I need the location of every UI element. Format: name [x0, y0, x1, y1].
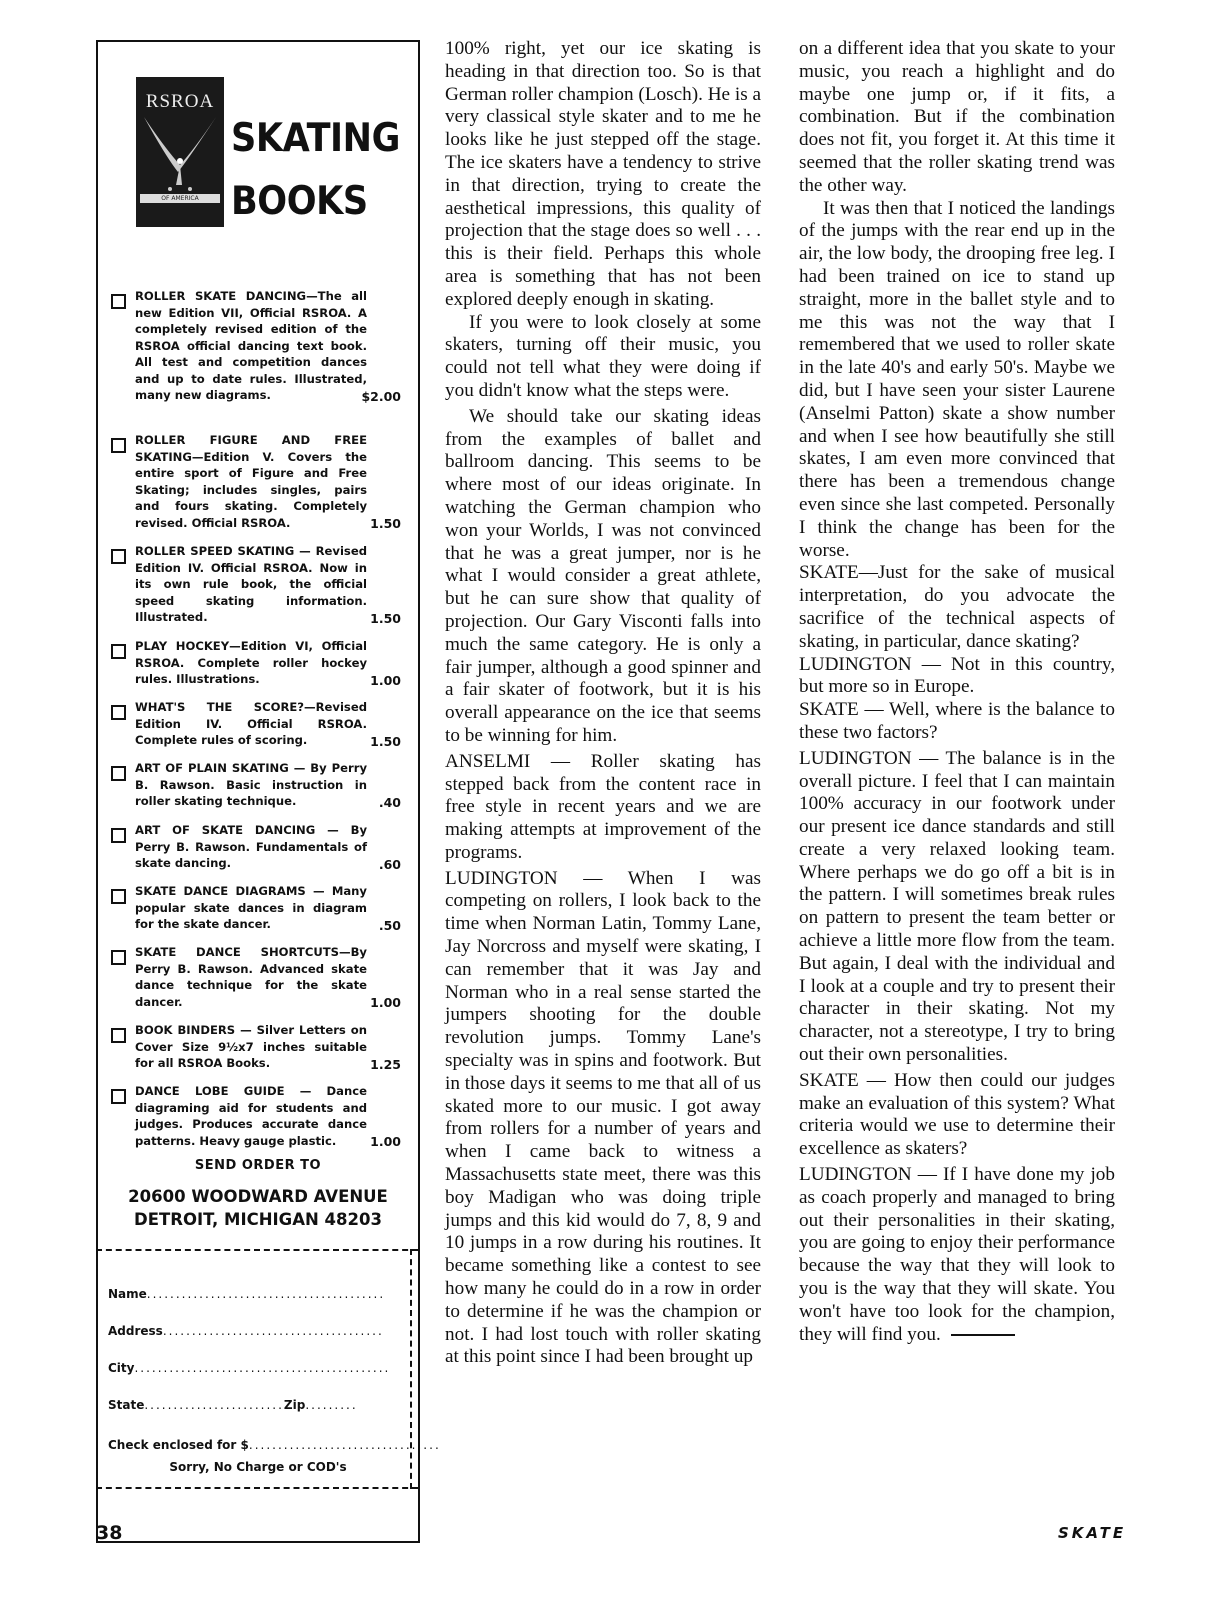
skating-books-advertisement	[96, 40, 441, 1543]
name-field[interactable]: Name.........................................	[108, 1287, 386, 1301]
book-description: WHAT'S THE SCORE?—Revised Edition IV. Official RSROA. Complete rules of scoring.	[135, 700, 367, 747]
book-description: ROLLER SPEED SKATING — Revised Edition IV. Official RSROA. Now in its own rule book, the official speed skating information. Illustrated.	[135, 544, 367, 624]
book-item[interactable]	[111, 883, 401, 933]
book-price: 1.00	[370, 1134, 401, 1149]
city-label: City	[108, 1361, 135, 1375]
final-paragraph-text: LUDINGTON — If I have done my job as coach properly and managed to bring out their personalities in their skating, you are going to enjoy their performance because the way that they will look to you is the way that they will skate. You won't have too look for the champion, they will find you.	[799, 1164, 1115, 1345]
article-paragraph-final	[799, 1164, 1115, 1346]
book-description: ART OF SKATE DANCING — By Perry B. Rawson. Fundamentals of skate dancing.	[135, 823, 367, 870]
coupon-top-border	[96, 1249, 418, 1251]
book-price: $2.00	[361, 388, 401, 404]
book-price: 1.00	[370, 995, 401, 1010]
order-checkbox[interactable]	[111, 549, 126, 564]
order-checkbox[interactable]	[111, 438, 126, 453]
article-paragraph: LUDINGTON — Not in this country, but more so in Europe.	[799, 653, 1115, 698]
no-cod-notice: Sorry, No Charge or COD's	[169, 1460, 347, 1474]
book-price: .60	[378, 856, 401, 872]
rsroa-logo	[136, 77, 224, 227]
book-description: SKATE DANCE SHORTCUTS—By Perry B. Rawson. Advanced skate dance technique for the skate dancer.	[135, 945, 367, 1009]
page-number: 38	[96, 1522, 123, 1544]
book-item[interactable]	[111, 1022, 401, 1072]
book-item[interactable]	[111, 1083, 401, 1149]
book-description: PLAY HOCKEY—Edition VI, Official RSROA. Complete roller hockey rules. Illustrations.	[135, 639, 367, 686]
book-price: 1.50	[370, 516, 401, 531]
check-label: Check enclosed for $	[108, 1438, 249, 1452]
article-paragraph: SKATE — Well, where is the balance to these two factors?	[799, 699, 1115, 743]
book-item[interactable]	[111, 760, 401, 810]
article-column-2	[445, 38, 761, 1369]
zip-label: Zip	[283, 1398, 306, 1412]
order-checkbox[interactable]	[111, 294, 126, 309]
order-checkbox[interactable]	[111, 1028, 126, 1043]
book-description: ROLLER SKATE DANCING—The all new Edition VII, Official RSROA. A completely revised edition of the RSROA official dancing text book. All test and competition dances and up to date rules. Illustrated, many new diagrams.	[135, 289, 367, 402]
book-item[interactable]	[111, 432, 401, 531]
article-paragraph: ANSELMI — Roller skating has stepped back from the content race in free style in recent years and we are making attempts at improvement of the programs.	[445, 750, 761, 863]
article-paragraph: on a different idea that you skate to your music, you reach a highlight and do maybe one jump or, if it fits, a combination. But if the combination does not fit, you forget it. At this time it seemed that the roller skating trend was the other way.	[799, 38, 1115, 196]
address-field[interactable]: Address......................................	[108, 1324, 384, 1338]
book-description: DANCE LOBE GUIDE — Dance diagraming aid for students and judges. Produces accurate dance patterns. Heavy gauge plastic.	[135, 1084, 367, 1148]
state-label: State	[108, 1398, 145, 1412]
book-description: SKATE DANCE DIAGRAMS — Many popular skate dances in diagram for the skate dancer.	[135, 884, 367, 931]
address-line1: 20600 WOODWARD AVENUE	[128, 1187, 388, 1206]
address-label: Address	[108, 1324, 163, 1338]
address-line2: DETROIT, MICHIGAN 48203	[134, 1210, 382, 1229]
order-checkbox[interactable]	[111, 1089, 126, 1104]
running-head: SKATE	[1058, 1524, 1127, 1542]
article-paragraph: SKATE—Just for the sake of musical interpretation, do you advocate the sacrifice of the technical aspects of skating, in particular, dance skating?	[799, 562, 1115, 652]
coupon-left-border	[96, 1249, 98, 1489]
send-order-label: SEND ORDER TO	[194, 1158, 322, 1173]
ad-heading-line1: SKATING	[231, 116, 400, 161]
coupon-right-border	[410, 1249, 412, 1489]
book-description: ART OF PLAIN SKATING — By Perry B. Rawson. Basic instruction in roller skating technique.	[135, 761, 367, 808]
end-of-article-rule	[951, 1334, 1015, 1336]
book-item[interactable]	[111, 944, 401, 1010]
article-paragraph: It was then that I noticed the landings of the jumps with the rear end up in the air, the low body, the drooping free leg. I had been trained on ice to stand up straight, more in the ballet style and to me this was not the way that I remembered that we used to roller skate in the late 40's and early 50's. Maybe we did, but I have seen your sister Laurene (Anselmi Patton) skate a show number and when I see how beautifully she still skates, I am even more convinced that there has been a tremendous change even since she last competed. Personally I think the change has been for the worse.	[799, 197, 1115, 561]
logo-band: OF AMERICA	[140, 194, 220, 203]
state-zip-field[interactable]: State........................Zip.........	[108, 1398, 358, 1412]
article-paragraph: We should take our skating ideas from the examples of ballet and ballroom dancing. This seems to be where most of our ideas originate. In watching the German champion who won your Worlds, I was not convinced that he was a great jumper, nor is he what I would consider a great athlete, but he can sure show that quality of projection. Our Gary Visconti falls into much the same category. He is only a fair jumper, although a good spinner and a fair skater of footwork, but it is his overall appearance on the ice that seems to be winning for him.	[445, 405, 761, 746]
book-item[interactable]	[111, 543, 401, 626]
order-checkbox[interactable]	[111, 766, 126, 781]
order-checkbox[interactable]	[111, 828, 126, 843]
order-checkbox[interactable]	[111, 644, 126, 659]
book-item[interactable]	[111, 699, 401, 749]
book-price: 1.50	[370, 610, 401, 626]
book-description: BOOK BINDERS — Silver Letters on Cover Size 9½x7 inches suitable for all RSROA Books.	[135, 1023, 367, 1070]
book-description: ROLLER FIGURE AND FREE SKATING—Edition V. Covers the entire sport of Figure and Free Skating; includes singles, pairs and fours skating. Completely revised. Official RSROA.	[135, 433, 367, 530]
article-paragraph: LUDINGTON — The balance is in the overall picture. I feel that I can maintain 100% accuracy in our footwork under our present ice dance standards and still create a very relaxed looking team. Where perhaps we do go off a bit is in the pattern. I will sometimes break rules on pattern to present the team better or achieve a little more flow from the team. But again, I deal with the individual and I look at a couple and try to present their character in their skating. Not my character, not a stereotype, I try to bring out their own personalities.	[799, 747, 1115, 1066]
article-paragraph: LUDINGTON — When I was competing on rollers, I look back to the time when Norman Latin, Tommy Lane, Jay Norcross and myself were skating, I can remember that it was Jay and Norman who in a real sense started the jumpers shooting for the double revolution jumps. Tommy Lane's specialty was in spins and footwork. But in those days it seems to me that all of us skated more to our music. I got away from rollers for a number of years and when I came back to witness a Massachusetts state meet, there was this boy Madigan who was doing triple jumps and this kid would do 7, 8, 9 and 10 jumps in a row during his routines. It became something like a contest to see how many he could do in a row in order to determine if he was the champion or not. I had lost touch with roller skating at this point since I had been brought up	[445, 867, 761, 1368]
book-price: 1.50	[370, 733, 401, 749]
book-price: .40	[378, 794, 401, 810]
order-checkbox[interactable]	[111, 705, 126, 720]
article-paragraph: 100% right, yet our ice skating is heading in that direction too. So is that German roller champion (Losch). He is a very classical style skater and to me he looks like he just stepped off the stage. The ice skaters have a tendency to strive in that direction, trying to create the aesthetical impressions, this quality of projection that the stage does so well . . . this is their field. Perhaps this whole area is something that has not been explored deeply enough in skating.	[445, 38, 761, 310]
city-field[interactable]: City............................................	[108, 1361, 391, 1375]
order-checkbox[interactable]	[111, 889, 126, 904]
check-enclosed-field[interactable]: Check enclosed for $.................................	[108, 1438, 441, 1452]
article-column-3	[799, 38, 1115, 1346]
article-paragraph: SKATE — How then could our judges make an evaluation of this system? What criteria would we use to determine their excellence as skaters?	[799, 1069, 1115, 1160]
article-paragraph: If you were to look closely at some skaters, turning off their music, you could not tell what they were doing if you didn't know what the steps were.	[445, 311, 761, 401]
name-label: Name	[108, 1287, 147, 1301]
book-item[interactable]	[111, 638, 401, 688]
book-price: 1.00	[370, 672, 401, 688]
book-item[interactable]	[111, 822, 401, 872]
ad-heading-line2: BOOKS	[231, 179, 368, 224]
order-checkbox[interactable]	[111, 950, 126, 965]
book-price: .50	[378, 917, 401, 933]
logo-text: RSROA	[145, 91, 215, 112]
book-price: 1.25	[370, 1056, 401, 1072]
coupon-bottom-border	[96, 1487, 418, 1489]
book-item[interactable]	[111, 288, 401, 404]
